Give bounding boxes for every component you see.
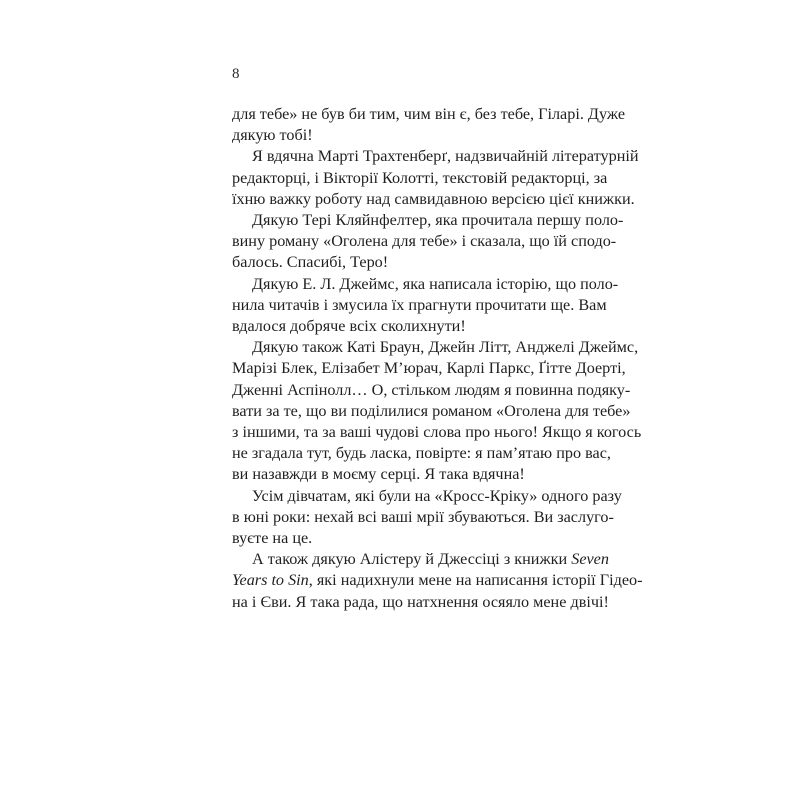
text-segment: А також дякую Алістеру й Джессіці з книжки	[252, 550, 568, 569]
paragraph-6	[232, 486, 622, 550]
paragraph-5	[232, 337, 642, 485]
paragraph-2	[232, 146, 639, 210]
text-line: вдалося добряче всіх сколихнути!	[232, 317, 466, 336]
text-line: редакторці, і Вікторії Колотті, текстовій редакторці, за	[232, 168, 608, 187]
text-line: Усім дівчатам, які були на «Кросс-Кріку» одного разу	[252, 486, 622, 505]
text-line: з іншими, та за ваші чудові слова про нього! Якщо я когось	[232, 423, 642, 442]
text-line: Марізі Блек, Елізабет М’юрач, Карлі Паркс, Ґітте Доерті,	[232, 359, 626, 378]
page-number: 8	[232, 66, 240, 82]
text-line: в юні роки: нехай всі ваші мрії збуваються. Ви заслуго-	[232, 507, 614, 526]
text-line: нила читачів і змусила їх прагнути прочитати ще. Вам	[232, 295, 607, 314]
book-title-italic: Years to Sin	[232, 571, 309, 590]
text-line: для тебе» не був би тим, чим він є, без тебе, Гіларі. Дуже	[232, 105, 626, 123]
text-line: Дякую Е. Л. Джеймс, яка написала історію, що поло-	[252, 274, 619, 293]
text-line: Дякую Тері Кляйнфелтер, яка прочитала першу поло-	[252, 211, 624, 230]
text-line	[232, 570, 643, 591]
book-title-italic: Seven	[571, 550, 609, 569]
paragraph-7	[232, 549, 643, 613]
text-line: не згадала тут, будь ласка, повірте: я пам’ятаю про вас,	[232, 444, 611, 463]
text-line: їхню важку роботу над самвидавною версією цієї книжки.	[232, 189, 635, 208]
text-line: вати за те, що ви поділилися романом «Оголена для тебе»	[232, 401, 631, 420]
text-line: Дженні Аспінолл… О, стільком людям я повинна подяку-	[232, 380, 631, 399]
text-line: Дякую також Каті Браун, Джейн Літт, Анджелі Джеймс,	[252, 338, 639, 357]
text-line: дякую тобі!	[232, 126, 313, 145]
paragraph-4	[232, 274, 619, 338]
text-line: балось. Спасибі, Теро!	[232, 253, 389, 272]
text-line: вину роману «Оголена для тебе» і сказала, що їй сподо-	[232, 232, 617, 251]
text-segment: , які надихнули мене на написання історії Гідео-	[308, 571, 643, 590]
text-line: вуєте на це.	[232, 529, 313, 548]
text-line: на і Єви. Я така рада, що натхнення осяяло мене двічі!	[232, 592, 609, 611]
paragraph-3	[232, 210, 624, 274]
body-text	[232, 104, 643, 613]
text-line: ви назавжди в моєму серці. Я така вдячна!	[232, 465, 525, 484]
paragraph-1	[232, 104, 626, 146]
text-line	[232, 549, 609, 570]
text-line: Я вдячна Марті Трахтенберґ, надзвичайній літературній	[252, 147, 639, 166]
